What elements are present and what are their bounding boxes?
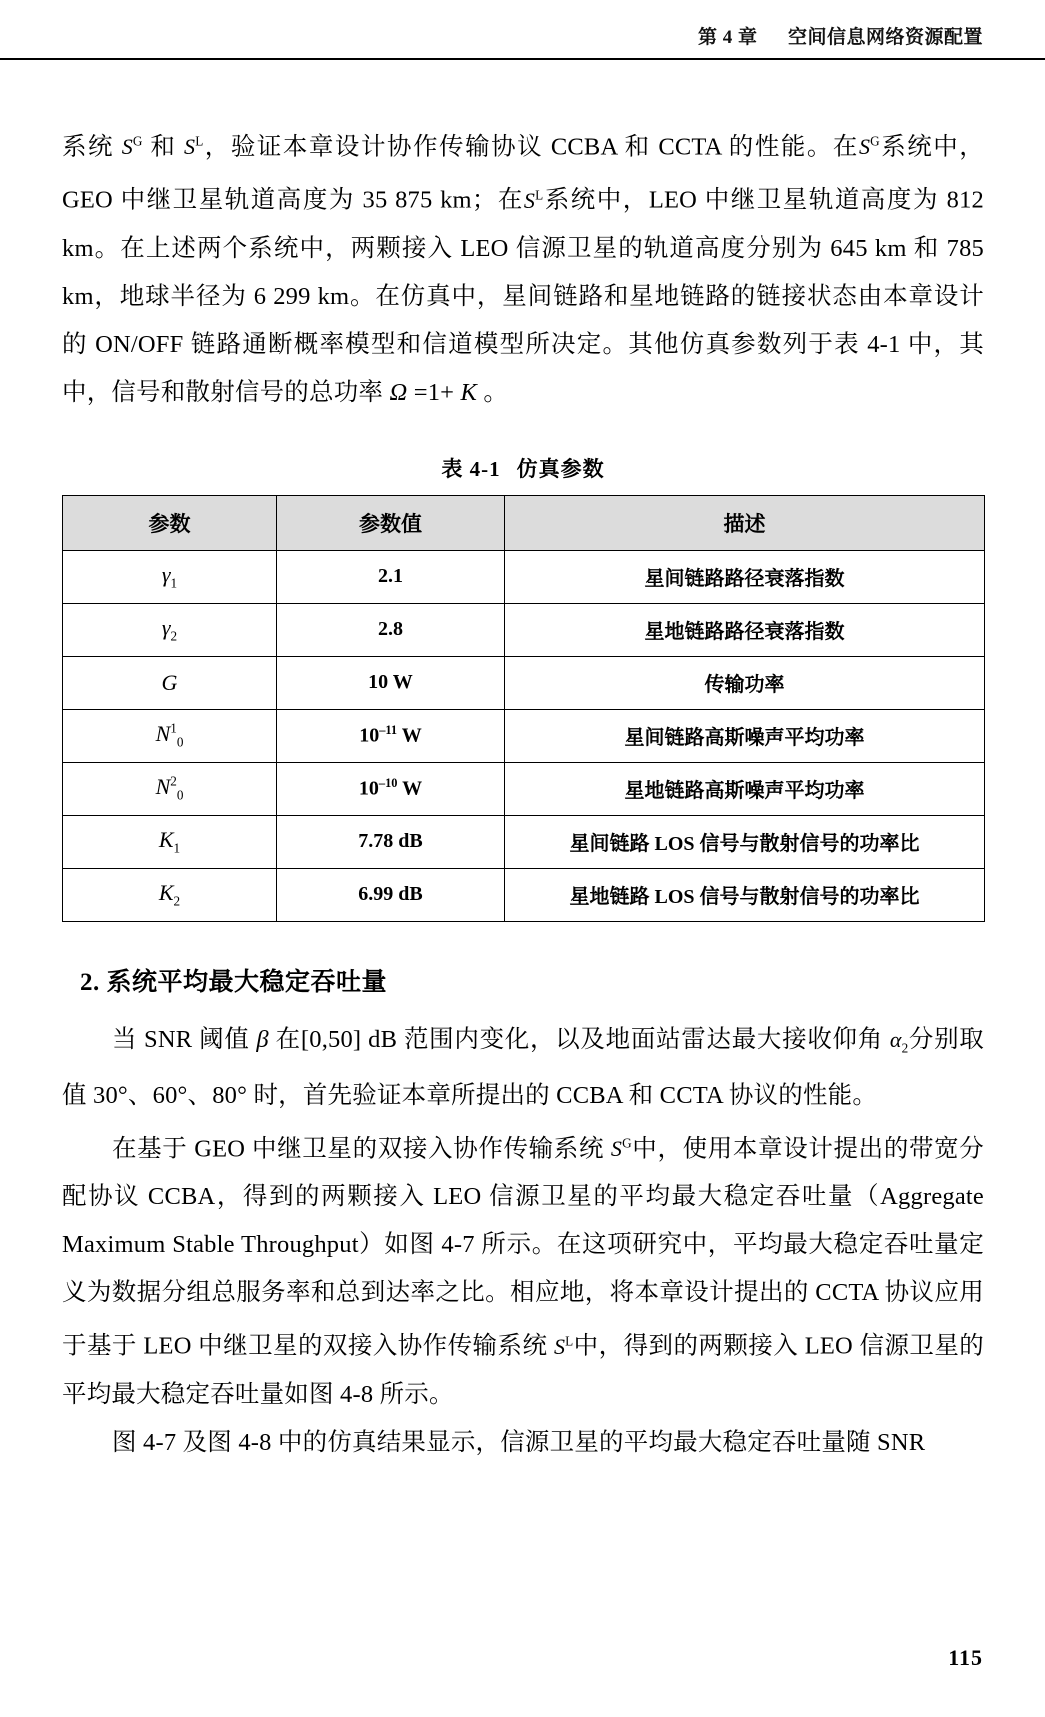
value-exponent: –11 [379, 723, 398, 738]
param-base: N [155, 721, 171, 747]
param-sub: 1 [170, 575, 178, 591]
para1-seg-a: 系统 [62, 133, 115, 161]
table-col-header-desc: 描述 [505, 495, 985, 550]
cell-value [277, 762, 505, 815]
page-header [698, 22, 983, 49]
table-row [63, 868, 985, 921]
page-content [62, 118, 984, 1467]
cell-param [63, 762, 277, 815]
param-base: γ [161, 614, 171, 640]
symbol-alpha: α [889, 1026, 902, 1052]
symbol-omega: Ω [389, 378, 408, 406]
table-col-header-param: 参数 [63, 495, 277, 550]
section-heading: 2. 系统平均最大稳定吞吐量 [80, 968, 388, 996]
param-sub: 1 [173, 840, 181, 856]
paragraph-1 [62, 118, 984, 417]
value-mantissa: 10 [358, 777, 379, 800]
cell-desc: 星间链路 LOS 信号与散射信号的功率比 [505, 815, 985, 868]
para2-seg-c: 分别取值 30°、60°、80° 时，首先验证本章所提出的 CCBA 和 CCTA 协议的性能。 [62, 1025, 984, 1110]
header-rule [0, 58, 1045, 60]
param-sub: 2 [170, 628, 178, 644]
symbol-s: S [121, 134, 133, 160]
cell-desc: 星间链路高斯噪声平均功率 [505, 709, 985, 762]
cell-desc: 星地链路高斯噪声平均功率 [505, 762, 985, 815]
table-row [63, 550, 985, 603]
value-mantissa: 10 [359, 724, 380, 747]
symbol-sl-1 [184, 134, 203, 159]
symbol-sg-2 [859, 134, 880, 159]
table-row [63, 762, 985, 815]
param-sup: 1 [170, 720, 177, 736]
cell-value: 2.8 [277, 603, 505, 656]
cell-param [63, 868, 277, 921]
cell-param [63, 815, 277, 868]
symbol-sup-l: L [195, 134, 204, 149]
value-unit: W [397, 777, 423, 800]
para3-seg-b: 中，使用本章设计提出的带宽分配协议 CCBA，得到的两颗接入 LEO 信源卫星的平均最大稳定吞吐量（Aggregate Maximum Stable Throughput）如图 4-7 所示。在这项研究中，平均最大稳定吞吐量定义为数据分组总服务率和总到达率之比。相应地，将本章设计提出的 CCTA 协议应用于基于 LEO 中继卫星的双接入协作传输系统 [62, 1135, 984, 1360]
symbol-s5: S [610, 1136, 623, 1162]
param-sub: 0 [176, 787, 184, 803]
table-col-header-value: 参数值 [277, 495, 505, 550]
value-unit: W [397, 724, 422, 747]
table-caption-label: 表 4-1 [441, 456, 501, 481]
symbol-sup-l3: L [565, 1333, 574, 1349]
symbol-s4: S [523, 187, 536, 213]
para1-seg-b: 和 [150, 133, 177, 161]
para1-seg-e: 系统中，LEO 中继卫星轨道高度为 812 km。在上述两个系统中，两颗接入 LEO 信源卫星的轨道高度分别为 645 km 和 785 km，地球半径为 6 299 km。在仿真中，星间链路和星地链路的链接状态由本章设计的 ON/OFF 链路通断概率模型和信道模型所决定。其他仿真参数列于表 4-1 中，其中，信号和散射信号的总功率 [62, 186, 984, 406]
cell-value: 6.99 dB [277, 868, 505, 921]
symbol-sup-g: G [132, 134, 143, 149]
cell-param [63, 709, 277, 762]
symbol-sup-g3: G [622, 1136, 632, 1152]
paragraph-2 [62, 1016, 984, 1120]
param-base: K [158, 879, 174, 905]
symbol-alpha2 [889, 1026, 909, 1056]
symbol-sl-3 [554, 1334, 573, 1359]
cell-param [63, 603, 277, 656]
table-row [63, 656, 985, 709]
cell-value: 10 W [277, 656, 505, 709]
param-base: γ [161, 561, 171, 587]
para1-seg-f: =1+ [413, 378, 455, 406]
symbol-beta: β [256, 1025, 269, 1053]
table-row [63, 709, 985, 762]
cell-desc: 星间链路路径衰落指数 [505, 550, 985, 603]
table-row [63, 603, 985, 656]
symbol-alpha-sub: 2 [901, 1040, 909, 1056]
param-sub: 0 [176, 734, 184, 750]
cell-param [63, 550, 277, 603]
para2-seg-b: 在[0,50] dB 范围内变化，以及地面站雷达最大接收仰角 [275, 1025, 883, 1053]
para1-seg-c: ，验证本章设计协作传输协议 CCBA 和 CCTA 的性能。在 [203, 133, 859, 161]
header-title: 空间信息网络资源配置 [787, 27, 983, 48]
symbol-s3: S [858, 134, 871, 160]
symbol-sg-3 [611, 1136, 632, 1161]
cell-value [277, 709, 505, 762]
para2-seg-a: 当 SNR 阈值 [112, 1025, 250, 1053]
value-exponent: –10 [378, 776, 398, 791]
symbol-sup-g2: G [870, 134, 880, 149]
cell-param [63, 656, 277, 709]
table-caption-title: 仿真参数 [516, 456, 605, 481]
symbol-s2: S [184, 134, 196, 160]
paragraph-3 [62, 1120, 984, 1419]
para3-seg-a: 在基于 GEO 中继卫星的双接入协作传输系统 [112, 1135, 605, 1163]
cell-value: 7.78 dB [277, 815, 505, 868]
param-base: K [158, 826, 174, 852]
cell-desc: 星地链路 LOS 信号与散射信号的功率比 [505, 868, 985, 921]
table-header-row [63, 495, 985, 550]
cell-desc: 传输功率 [505, 656, 985, 709]
param-sub: 2 [173, 893, 181, 909]
param-base: N [155, 774, 171, 800]
paragraph-4: 图 4-7 及图 4-8 中的仿真结果显示，信源卫星的平均最大稳定吞吐量随 SNR [112, 1428, 926, 1456]
simulation-parameters-table [62, 495, 985, 922]
table-row [63, 815, 985, 868]
cell-value: 2.1 [277, 550, 505, 603]
symbol-k: K [460, 378, 478, 406]
cell-desc: 星地链路路径衰落指数 [505, 603, 985, 656]
param-base: G [161, 669, 178, 695]
para3-seg-c: 中，得到的两颗接入 LEO 信源卫星的平均最大稳定吞吐量如图 4-8 所示。 [62, 1332, 984, 1408]
header-chapter: 第 4 章 [697, 27, 758, 48]
para1-seg-g: 。 [483, 378, 509, 406]
symbol-sup-l2: L [535, 187, 544, 203]
para1-seg-d: 系统中，GEO 中继卫星轨道高度为 35 875 km；在 [62, 133, 984, 214]
page-number: 115 [948, 1645, 983, 1670]
symbol-s6: S [553, 1333, 566, 1359]
symbol-sl-2 [524, 188, 543, 213]
table-caption [62, 453, 984, 483]
symbol-sg-1 [122, 134, 143, 159]
param-sup: 2 [170, 773, 177, 789]
